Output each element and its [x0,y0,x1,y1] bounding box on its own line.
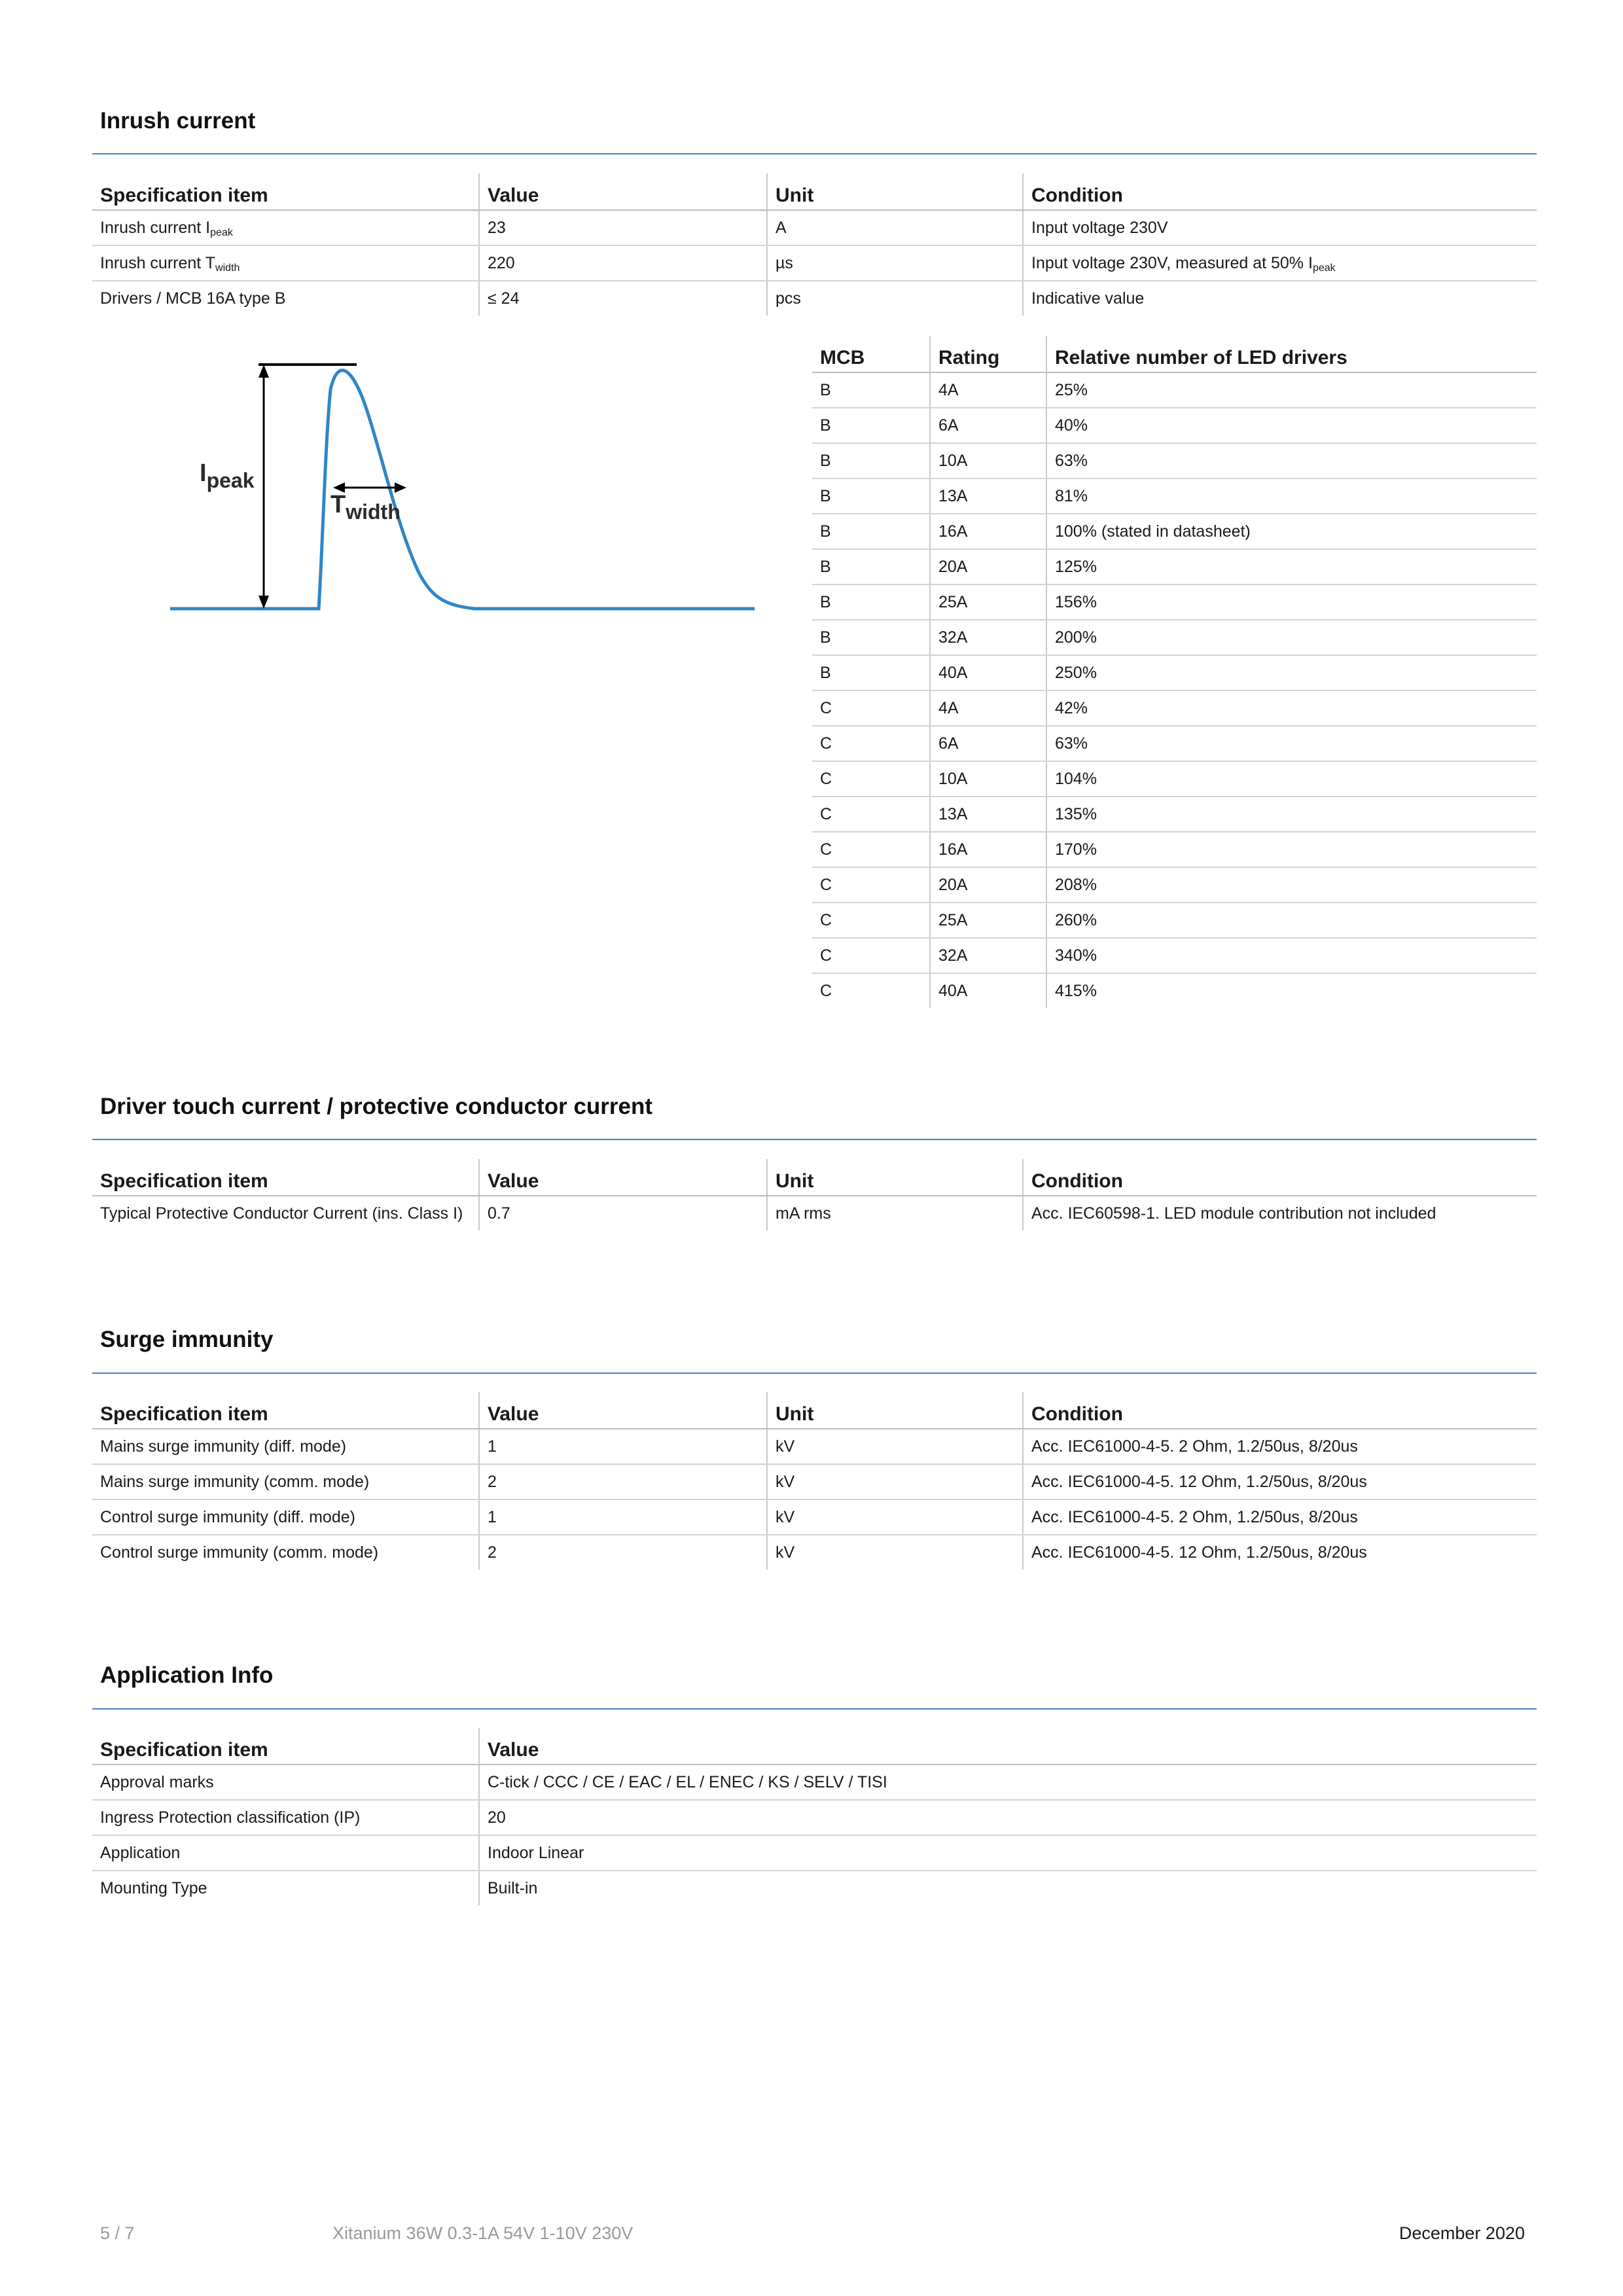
header-relative-number: Relative number of LED drivers [1046,336,1537,372]
table-header-row [92,173,1537,210]
table-row [92,210,1537,245]
condition-cell: Acc. IEC60598-1. LED module contribution not included [1023,1196,1537,1230]
table-row [812,372,1537,408]
table-header-row [92,1159,1537,1196]
table-row [92,1765,1537,1800]
relative-number-cell: 135% [1046,797,1537,832]
mcb-type-cell: B [812,655,930,691]
rating-cell: 20A [930,867,1046,903]
spec-item-cell: Ingress Protection classification (IP) [92,1800,479,1835]
table-row [812,691,1537,726]
ipeak-arrow-head-up [259,365,269,378]
rating-cell: 6A [930,726,1046,761]
table-row [92,1535,1537,1570]
spec-item-cell: Drivers / MCB 16A type B [100,289,286,308]
twidth-label: Twidth [330,491,401,524]
application-info-table [92,1728,1537,1905]
spec-item-cell: Mounting Type [100,1878,207,1897]
mcb-type-cell: C [812,797,930,832]
rating-cell: 4A [930,691,1046,726]
rating-cell: 16A [930,514,1046,549]
unit-cell: mA rms [767,1196,1023,1230]
header-rating: Rating [930,336,1046,372]
section-divider [92,1139,1537,1140]
rating-cell: 40A [930,655,1046,691]
table-row [812,620,1537,655]
value-cell: 2 [479,1535,767,1570]
rating-cell: 4A [930,372,1046,408]
value-cell: C-tick / CCC / CE / EAC / EL / ENEC / KS / SELV / TISI [479,1765,1537,1800]
unit-cell: µs [767,245,1023,281]
mcb-type-cell: C [812,761,930,797]
section-title-application-info: Application Info [100,1662,274,1688]
unit-cell: pcs [767,281,1023,315]
mcb-type-cell: C [812,832,930,867]
value-cell: 2 [479,1464,767,1499]
mcb-type-cell: B [812,620,930,655]
header-value: Value [479,173,767,210]
mcb-type-cell: B [812,514,930,549]
header-specification-item: Specification item [92,1392,479,1429]
spec-item-cell: Inrush current $T_{width}$ [92,245,479,281]
table-row [812,973,1537,1008]
twidth-arrow-head-right [395,482,406,493]
value-cell: 0.7 [479,1196,767,1230]
condition-cell: Indicative value [1023,281,1537,315]
table-row [812,938,1537,973]
header-specification-item: Specification item [92,1728,479,1765]
table-row [92,1871,1537,1905]
table-row [812,797,1537,832]
section-divider [92,1708,1537,1710]
value-cell: 23 [479,210,767,245]
relative-number-cell: 208% [1046,867,1537,903]
relative-number-cell: 63% [1046,726,1537,761]
mcb-type-cell: C [812,867,930,903]
rating-cell: 32A [930,620,1046,655]
section-title-surge-immunity: Surge immunity [100,1327,274,1352]
relative-number-cell: 104% [1046,761,1537,797]
rating-cell: 13A [930,797,1046,832]
spec-item-cell: Mains surge immunity (comm. mode) [92,1464,479,1499]
table-row [812,726,1537,761]
header-condition: Condition [1023,1392,1537,1429]
inrush-spec-table [92,173,1537,315]
relative-number-cell: 260% [1046,903,1537,938]
mcb-type-cell: C [812,726,930,761]
waveform-curve [170,370,755,609]
relative-number-cell: 40% [1046,408,1537,443]
mcb-type-cell: B [812,478,930,514]
value-cell: 20 [479,1800,1537,1835]
header-unit: Unit [767,173,1023,210]
section-divider [92,153,1537,154]
mcb-table [812,336,1537,1008]
spec-item-cell: Typical Protective Conductor Current (ins. Class I) [100,1204,463,1223]
table-row [812,584,1537,620]
footer-product-name: Xitanium 36W 0.3-1A 54V 1-10V 230V [332,2223,633,2243]
unit-cell: kV [767,1499,1023,1535]
rating-cell: 13A [930,478,1046,514]
table-row [92,1196,1537,1230]
header-condition: Condition [1023,173,1537,210]
table-row [92,281,1537,315]
table-row [812,867,1537,903]
table-row [812,443,1537,478]
value-cell: Indoor Linear [479,1835,1537,1871]
condition-cell: Acc. IEC61000-4-5. 12 Ohm, 1.2/50us, 8/20us [1023,1535,1537,1570]
table-row [812,408,1537,443]
condition-cell: Input voltage 230V [1023,210,1537,245]
rating-cell: 10A [930,443,1046,478]
relative-number-cell: 340% [1046,938,1537,973]
relative-number-cell: 25% [1046,372,1537,408]
mcb-type-cell: B [812,408,930,443]
table-row [812,478,1537,514]
header-value: Value [479,1159,767,1196]
relative-number-cell: 156% [1046,584,1537,620]
mcb-type-cell: C [812,903,930,938]
table-header-row [92,1392,1537,1429]
rating-cell: 32A [930,938,1046,973]
mcb-type-cell: C [812,938,930,973]
relative-number-cell: 63% [1046,443,1537,478]
condition-cell: Input voltage 230V, measured at 50% $I_{peak}$ [1023,245,1537,281]
ipeak-label: Ipeak [200,459,255,492]
condition-cell: Acc. IEC61000-4-5. 12 Ohm, 1.2/50us, 8/20us [1023,1464,1537,1499]
header-specification-item: Specification item [92,173,479,210]
unit-cell: kV [767,1429,1023,1464]
relative-number-cell: 42% [1046,691,1537,726]
section-title-touch-current: Driver touch current / protective conductor current [100,1094,653,1119]
mcb-type-cell: C [812,691,930,726]
table-row [92,1835,1537,1871]
table-row [812,655,1537,691]
condition-cell: Acc. IEC61000-4-5. 2 Ohm, 1.2/50us, 8/20us [1023,1499,1537,1535]
ipeak-arrow-head-down [259,596,269,609]
spec-item-cell: Approval marks [92,1765,479,1800]
header-unit: Unit [767,1159,1023,1196]
spec-item-cell: Inrush current $I_{peak}$ [92,210,479,245]
relative-number-cell: 81% [1046,478,1537,514]
footer-date: December 2020 [1399,2223,1525,2243]
relative-number-cell: 170% [1046,832,1537,867]
rating-cell: 40A [930,973,1046,1008]
inrush-waveform-diagram [167,350,756,619]
unit-cell: kV [767,1535,1023,1570]
table-header-row [92,1728,1537,1765]
header-value: Value [479,1392,767,1429]
condition-cell: Acc. IEC61000-4-5. 2 Ohm, 1.2/50us, 8/20us [1023,1429,1537,1464]
table-row [92,1429,1537,1464]
header-condition: Condition [1023,1159,1537,1196]
table-header-row [812,336,1537,372]
spec-item-cell: Application [92,1835,479,1871]
relative-number-cell: 100% (stated in datasheet) [1046,514,1537,549]
spec-item-cell: Control surge immunity (comm. mode) [100,1543,379,1562]
mcb-type-cell: B [812,549,930,584]
surge-immunity-table [92,1392,1537,1570]
table-row [812,832,1537,867]
value-cell: 1 [479,1499,767,1535]
table-row [92,245,1537,281]
value-cell: 1 [479,1429,767,1464]
header-specification-item: Specification item [92,1159,479,1196]
relative-number-cell: 250% [1046,655,1537,691]
rating-cell: 25A [930,584,1046,620]
spec-item-cell: Mains surge immunity (diff. mode) [92,1429,479,1464]
value-cell: ≤ 24 [479,281,767,315]
mcb-type-cell: C [820,981,832,1000]
table-row [92,1464,1537,1499]
relative-number-cell: 415% [1046,973,1537,1008]
mcb-type-cell: B [812,584,930,620]
table-row [812,549,1537,584]
header-unit: Unit [767,1392,1023,1429]
touch-current-table [92,1159,1537,1230]
unit-cell: kV [767,1464,1023,1499]
table-row [812,761,1537,797]
section-title-inrush-current: Inrush current [100,108,256,134]
spec-item-cell: Control surge immunity (diff. mode) [92,1499,479,1535]
rating-cell: 16A [930,832,1046,867]
rating-cell: 10A [930,761,1046,797]
mcb-type-cell: B [812,372,930,408]
header-value: Value [479,1728,1537,1765]
table-row [812,903,1537,938]
relative-number-cell: 125% [1046,549,1537,584]
table-row [812,514,1537,549]
header-mcb: MCB [812,336,930,372]
value-cell: 220 [479,245,767,281]
section-divider [92,1372,1537,1374]
unit-cell: A [767,210,1023,245]
rating-cell: 25A [930,903,1046,938]
relative-number-cell: 200% [1046,620,1537,655]
rating-cell: 20A [930,549,1046,584]
table-row [92,1800,1537,1835]
mcb-type-cell: B [812,443,930,478]
rating-cell: 6A [930,408,1046,443]
page-number: 5 / 7 [100,2223,135,2243]
table-row [92,1499,1537,1535]
value-cell: Built-in [479,1871,1537,1905]
